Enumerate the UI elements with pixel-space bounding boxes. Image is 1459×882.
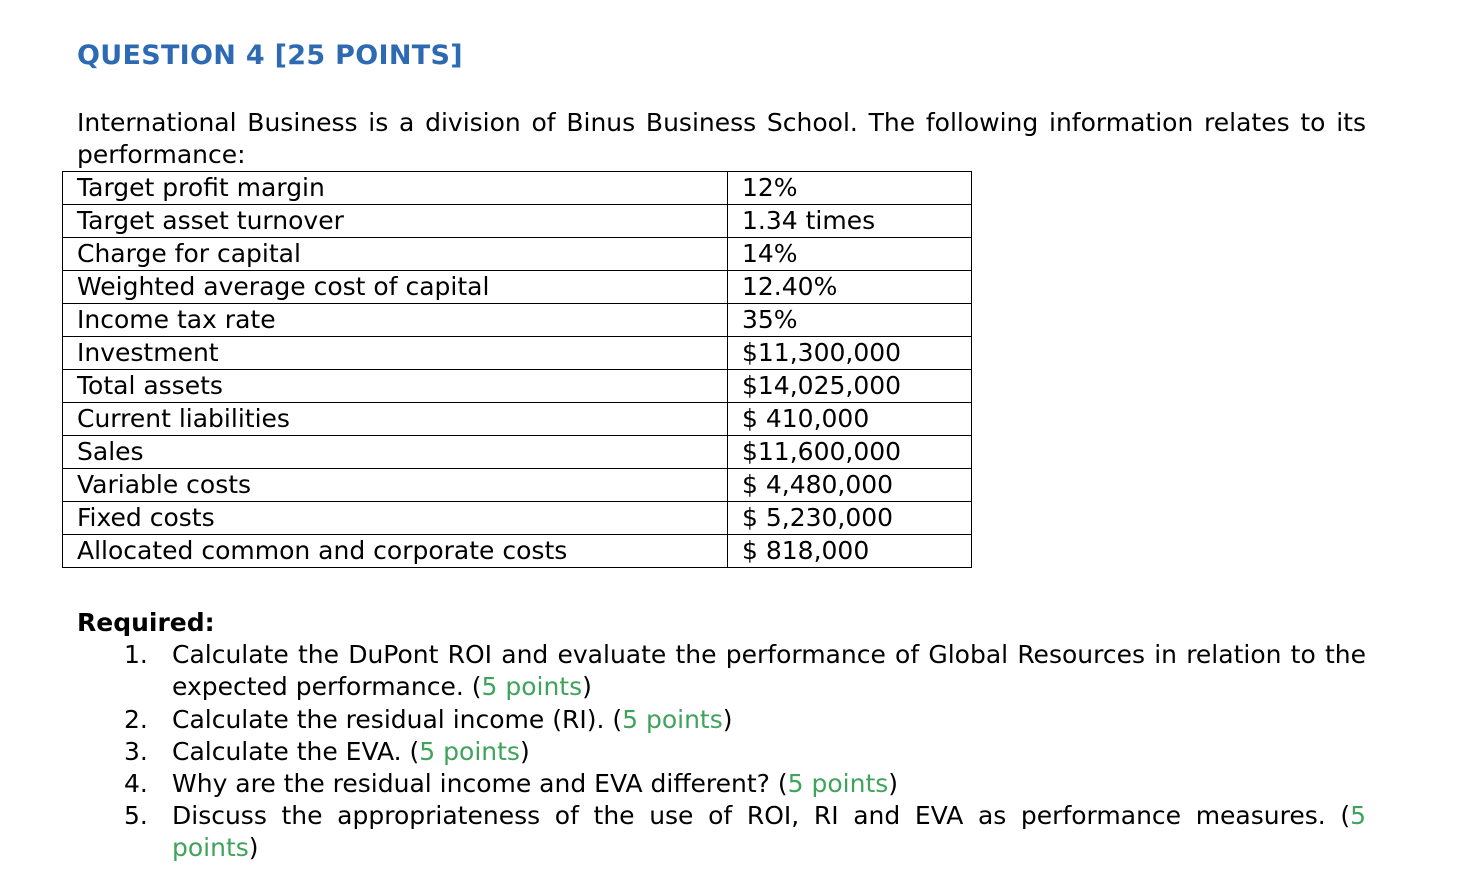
table-row [63,469,972,502]
row-label: Income tax rate [63,304,728,337]
table-row [63,436,972,469]
table-row [63,403,972,436]
row-value: $11,600,000 [728,436,972,469]
row-value: 1.34 times [728,205,972,238]
row-value: $ 4,480,000 [728,469,972,502]
item-number: 4. [124,769,148,798]
row-value: 14% [728,238,972,271]
table-row [63,205,972,238]
points-value: 5 points [172,801,1366,862]
table-row [63,238,972,271]
row-label: Variable costs [63,469,728,502]
row-value: 12% [728,172,972,205]
required-heading: Required: [77,608,215,637]
points-value: 5 points [787,769,889,798]
row-value: 12.40% [728,271,972,304]
intro-paragraph: International Business is a division of Binus Business School. The following information relates to its performance: [77,108,1366,169]
row-label: Target profit margin [63,172,728,205]
item-text: Discuss the appropriateness of the use of ROI, RI and EVA as performance measures. (5 points) [172,801,1366,862]
row-value: $11,300,000 [728,337,972,370]
table-row [63,304,972,337]
row-label: Investment [63,337,728,370]
row-label: Allocated common and corporate costs [63,535,728,568]
table-row [63,337,972,370]
item-text: Calculate the DuPont ROI and evaluate the performance of Global Resources in relation to the expected performance. (5 points) [172,640,1366,701]
table-row [63,271,972,304]
row-value: 35% [728,304,972,337]
row-value: $ 410,000 [728,403,972,436]
row-value: $ 818,000 [728,535,972,568]
item-text: Why are the residual income and EVA different? (5 points) [172,769,899,798]
row-label: Weighted average cost of capital [63,271,728,304]
item-number: 3. [124,737,148,766]
item-number: 5. [124,801,148,830]
item-text: Calculate the EVA. (5 points) [172,737,530,766]
item-text: Calculate the residual income (RI). (5 points) [172,705,733,734]
table-row [63,535,972,568]
row-value: $14,025,000 [728,370,972,403]
row-label: Fixed costs [63,502,728,535]
table-row [63,502,972,535]
question-heading: QUESTION 4 [25 POINTS] [77,40,463,71]
points-value: 5 points [622,705,723,734]
row-label: Current liabilities [63,403,728,436]
table-row [63,370,972,403]
points-value: 5 points [481,672,583,701]
table-row [63,172,972,205]
row-label: Charge for capital [63,238,728,271]
performance-data-table [62,171,972,568]
item-number: 1. [124,640,148,669]
row-label: Total assets [63,370,728,403]
row-label: Target asset turnover [63,205,728,238]
row-label: Sales [63,436,728,469]
row-value: $ 5,230,000 [728,502,972,535]
points-value: 5 points [419,737,520,766]
item-number: 2. [124,705,148,734]
